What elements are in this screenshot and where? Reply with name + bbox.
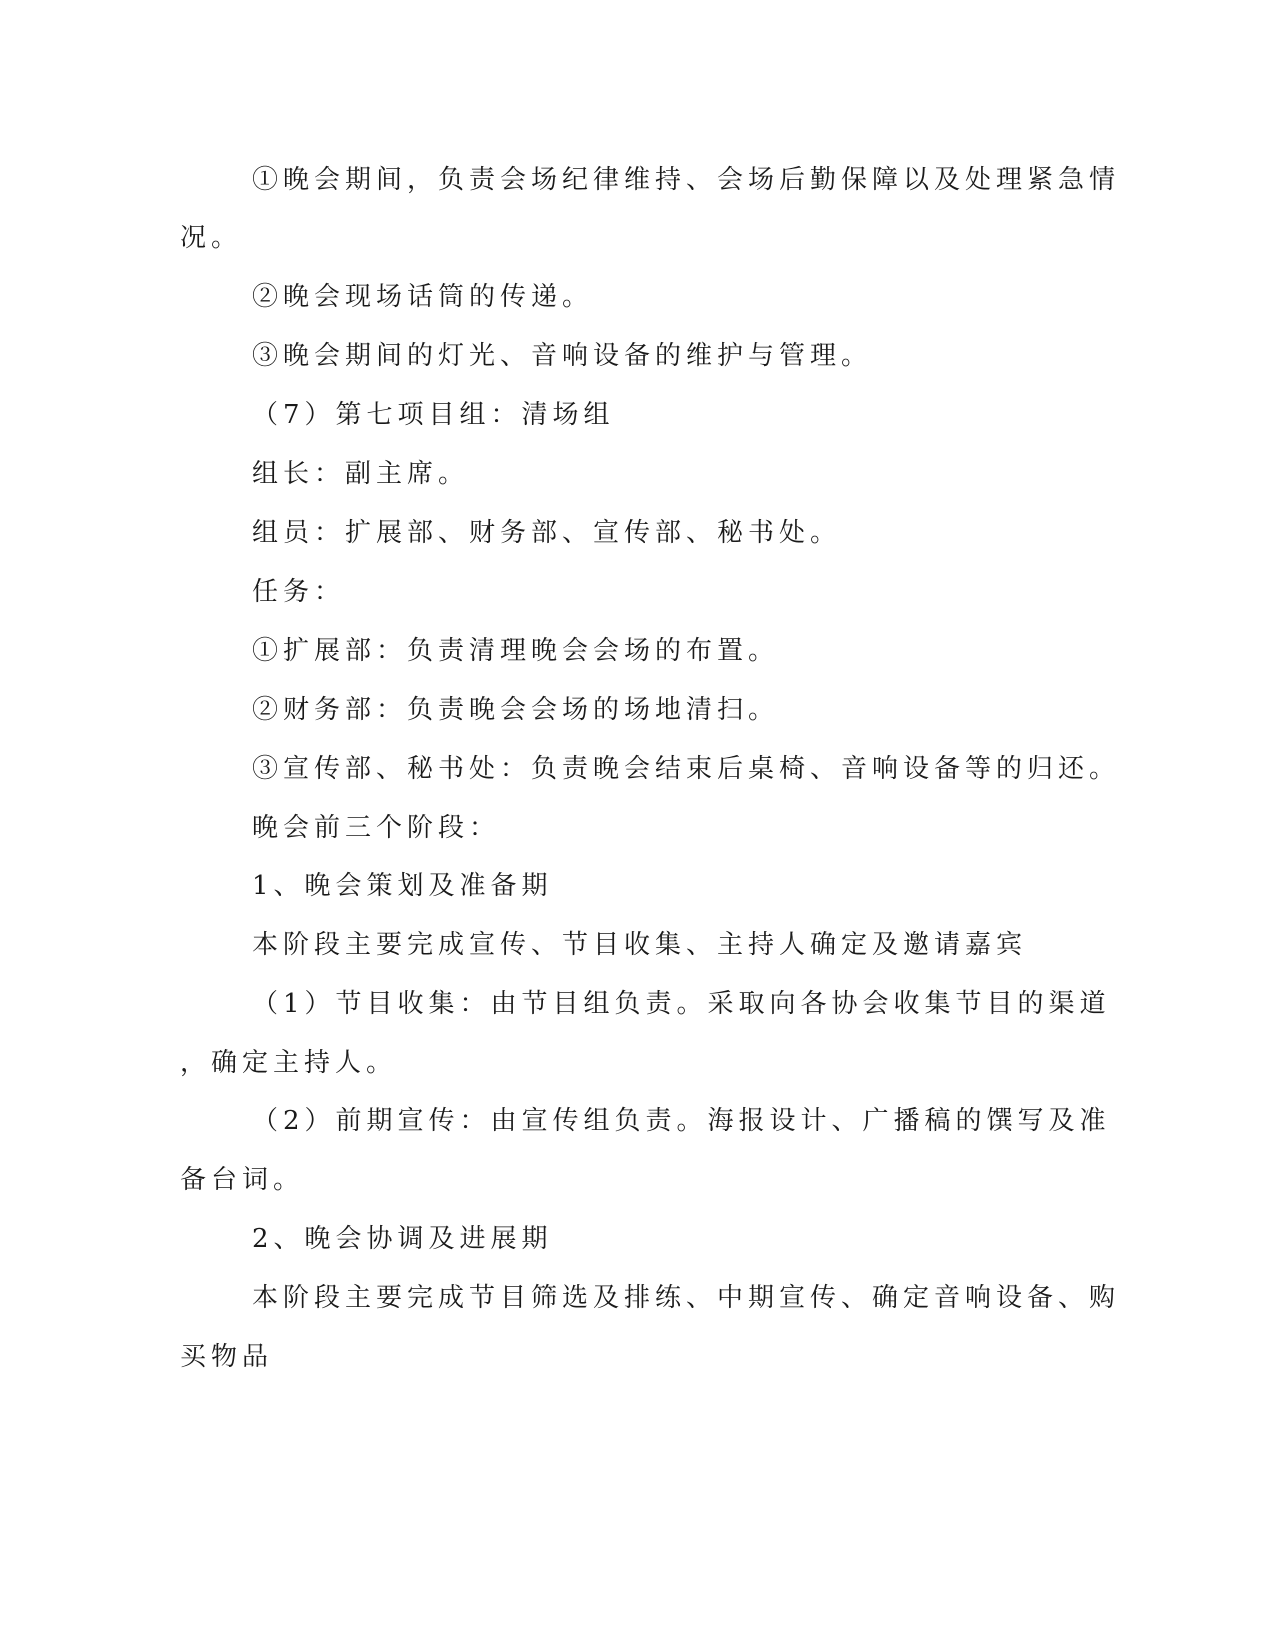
- text-line: 买物品: [180, 1342, 274, 1372]
- text-line: 本阶段主要完成宣传、节目收集、主持人确定及邀请嘉宾: [252, 930, 1028, 960]
- text-line: ③晚会期间的灯光、音响设备的维护与管理。: [252, 341, 873, 371]
- section-heading: 2、晚会协调及进展期: [252, 1224, 553, 1254]
- text-line: 任务：: [252, 577, 346, 607]
- text-line: 况。: [180, 223, 243, 253]
- text-line: 晚会前三个阶段：: [252, 813, 501, 843]
- text-line: 备台词。: [180, 1165, 305, 1195]
- text-line: ③宣传部、秘书处：负责晚会结束后桌椅、音响设备等的归还。: [252, 754, 1121, 784]
- text-line: 本阶段主要完成节目筛选及排练、中期宣传、确定音响设备、购: [252, 1283, 1121, 1313]
- section-heading: （7）第七项目组：清场组: [252, 400, 615, 430]
- section-heading: 1、晚会策划及准备期: [252, 871, 553, 901]
- text-line: 组员：扩展部、财务部、宣传部、秘书处。: [252, 518, 842, 548]
- text-line: （1）节目收集：由节目组负责。采取向各协会收集节目的渠道: [252, 989, 1111, 1019]
- text-line: ，确定主持人。: [180, 1048, 398, 1078]
- text-line: 组长：副主席。: [252, 459, 470, 489]
- text-line: ②财务部：负责晚会会场的场地清扫。: [252, 695, 780, 725]
- text-line: ①扩展部：负责清理晚会会场的布置。: [252, 636, 780, 666]
- text-line: ②晚会现场话筒的传递。: [252, 282, 594, 312]
- text-line: ①晚会期间，负责会场纪律维持、会场后勤保障以及处理紧急情: [252, 165, 1121, 195]
- text-line: （2）前期宣传：由宣传组负责。海报设计、广播稿的馔写及准: [252, 1106, 1111, 1136]
